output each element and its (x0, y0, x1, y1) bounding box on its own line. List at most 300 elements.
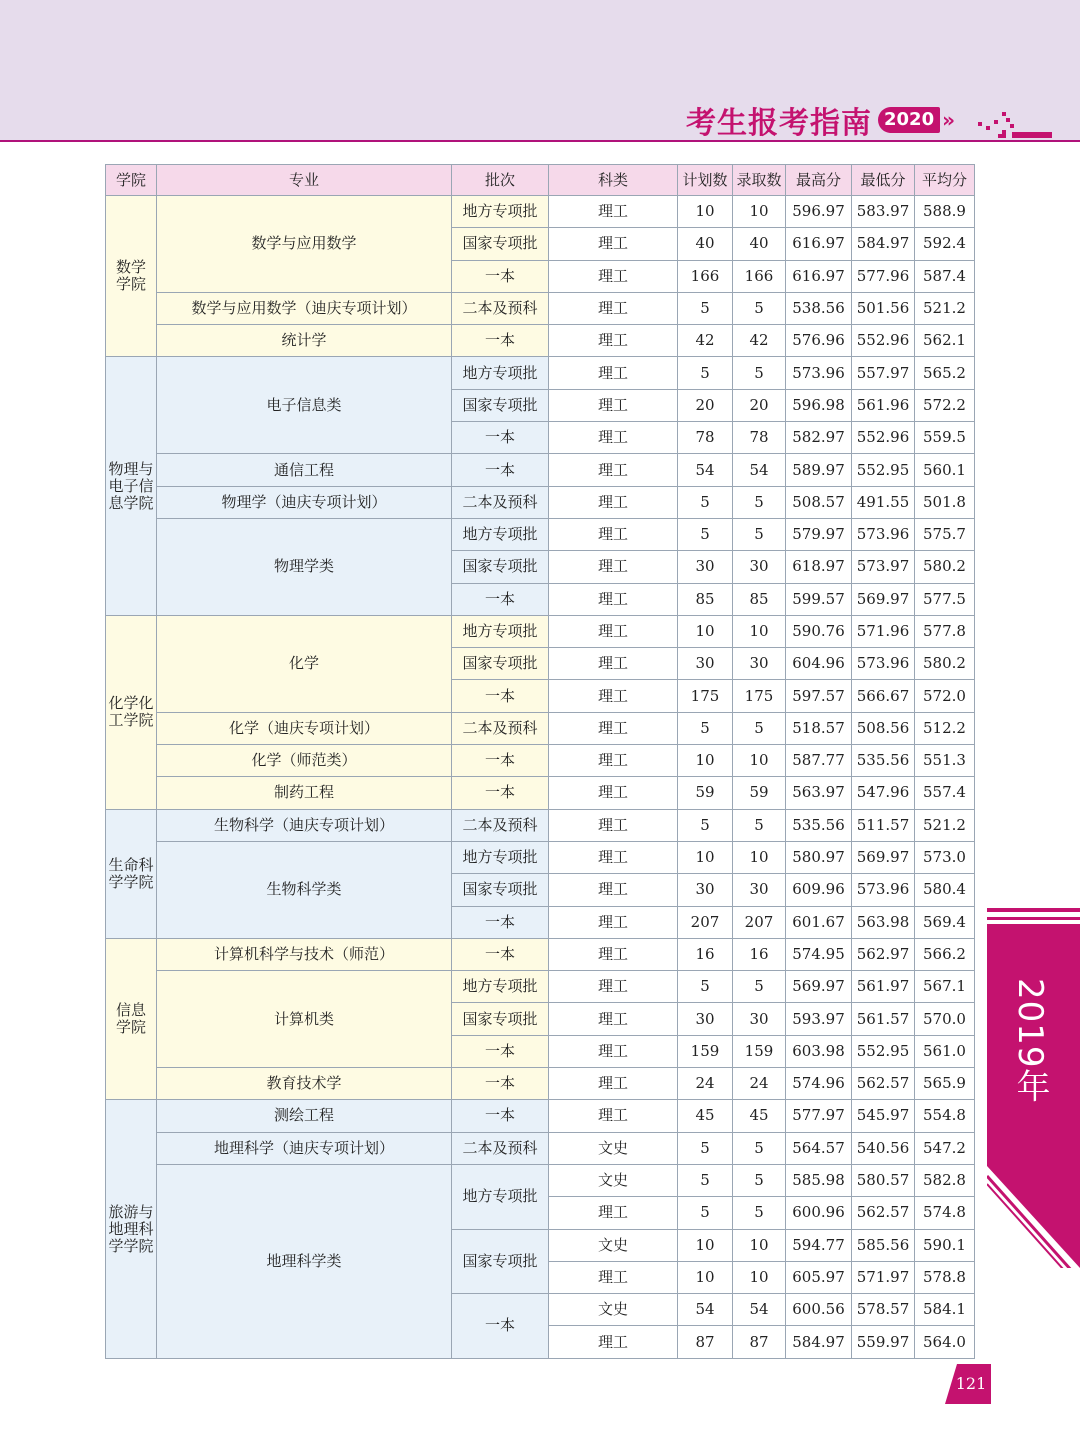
major-cell: 地理科学类 (157, 1164, 452, 1358)
subject-type-cell: 理工 (549, 1100, 678, 1132)
column-header: 平均分 (915, 165, 975, 196)
subject-type-cell: 理工 (549, 680, 678, 712)
batch-cell: 二本及预科 (452, 486, 549, 518)
plan-count-cell: 87 (678, 1326, 733, 1358)
max-score-cell: 563.97 (786, 777, 852, 809)
batch-cell: 二本及预科 (452, 292, 549, 324)
min-score-cell: 561.57 (852, 1003, 915, 1035)
max-score-cell: 579.97 (786, 518, 852, 550)
major-cell: 化学（师范类） (157, 745, 452, 777)
min-score-cell: 508.56 (852, 712, 915, 744)
table-row (106, 1100, 975, 1132)
column-header: 批次 (452, 165, 549, 196)
min-score-cell: 557.97 (852, 357, 915, 389)
admission-score-table (105, 164, 975, 1359)
min-score-cell: 561.96 (852, 389, 915, 421)
subject-type-cell: 理工 (549, 1068, 678, 1100)
max-score-cell: 584.97 (786, 1326, 852, 1358)
table-row (106, 1132, 975, 1164)
plan-count-cell: 5 (678, 1132, 733, 1164)
subject-type-cell: 理工 (549, 971, 678, 1003)
admit-count-cell: 10 (733, 615, 786, 647)
subject-type-cell: 理工 (549, 325, 678, 357)
avg-score-cell: 564.0 (915, 1326, 975, 1358)
max-score-cell: 508.57 (786, 486, 852, 518)
min-score-cell: 535.56 (852, 745, 915, 777)
admit-count-cell: 207 (733, 906, 786, 938)
avg-score-cell: 565.2 (915, 357, 975, 389)
batch-cell: 一本 (452, 745, 549, 777)
table-row (106, 938, 975, 970)
subject-type-cell: 理工 (549, 292, 678, 324)
min-score-cell: 573.96 (852, 874, 915, 906)
batch-cell: 国家专项批 (452, 1229, 549, 1294)
admit-count-cell: 30 (733, 1003, 786, 1035)
subject-type-cell: 文史 (549, 1229, 678, 1261)
avg-score-cell: 577.5 (915, 583, 975, 615)
batch-cell: 一本 (452, 1294, 549, 1359)
min-score-cell: 562.97 (852, 938, 915, 970)
max-score-cell: 518.57 (786, 712, 852, 744)
header-title (686, 100, 955, 140)
avg-score-cell: 572.2 (915, 389, 975, 421)
column-header: 专业 (157, 165, 452, 196)
batch-cell: 地方专项批 (452, 357, 549, 389)
min-score-cell: 547.96 (852, 777, 915, 809)
min-score-cell: 577.96 (852, 260, 915, 292)
table-row (106, 745, 975, 777)
admit-count-cell: 59 (733, 777, 786, 809)
subject-type-cell: 文史 (549, 1164, 678, 1196)
chevron-decoration-icon: » (942, 108, 956, 132)
major-cell: 地理科学（迪庆专项计划） (157, 1132, 452, 1164)
avg-score-cell: 570.0 (915, 1003, 975, 1035)
admit-count-cell: 175 (733, 680, 786, 712)
max-score-cell: 569.97 (786, 971, 852, 1003)
plan-count-cell: 24 (678, 1068, 733, 1100)
batch-cell: 国家专项批 (452, 1003, 549, 1035)
subject-type-cell: 理工 (549, 228, 678, 260)
plan-count-cell: 10 (678, 841, 733, 873)
avg-score-cell: 590.1 (915, 1229, 975, 1261)
min-score-cell: 545.97 (852, 1100, 915, 1132)
plan-count-cell: 5 (678, 357, 733, 389)
college-cell: 生命科 学学院 (106, 809, 157, 938)
major-cell: 教育技术学 (157, 1068, 452, 1100)
plan-count-cell: 54 (678, 1294, 733, 1326)
major-cell: 测绘工程 (157, 1100, 452, 1132)
batch-cell: 一本 (452, 777, 549, 809)
admit-count-cell: 5 (733, 357, 786, 389)
min-score-cell: 571.96 (852, 615, 915, 647)
plan-count-cell: 30 (678, 874, 733, 906)
avg-score-cell: 560.1 (915, 454, 975, 486)
batch-cell: 地方专项批 (452, 615, 549, 647)
min-score-cell: 559.97 (852, 1326, 915, 1358)
major-cell: 化学（迪庆专项计划） (157, 712, 452, 744)
plan-count-cell: 78 (678, 422, 733, 454)
avg-score-cell: 557.4 (915, 777, 975, 809)
avg-score-cell: 575.7 (915, 518, 975, 550)
avg-score-cell: 587.4 (915, 260, 975, 292)
subject-type-cell: 理工 (549, 583, 678, 615)
avg-score-cell: 512.2 (915, 712, 975, 744)
batch-cell: 一本 (452, 1035, 549, 1067)
subject-type-cell: 理工 (549, 809, 678, 841)
plan-count-cell: 207 (678, 906, 733, 938)
max-score-cell: 599.57 (786, 583, 852, 615)
max-score-cell: 609.96 (786, 874, 852, 906)
min-score-cell: 491.55 (852, 486, 915, 518)
table-row (106, 357, 975, 389)
plan-count-cell: 166 (678, 260, 733, 292)
max-score-cell: 616.97 (786, 228, 852, 260)
max-score-cell: 574.95 (786, 938, 852, 970)
avg-score-cell: 572.0 (915, 680, 975, 712)
max-score-cell: 538.56 (786, 292, 852, 324)
admit-count-cell: 30 (733, 551, 786, 583)
major-cell: 物理学（迪庆专项计划） (157, 486, 452, 518)
min-score-cell: 580.57 (852, 1164, 915, 1196)
plan-count-cell: 54 (678, 454, 733, 486)
admit-count-cell: 166 (733, 260, 786, 292)
batch-cell: 一本 (452, 454, 549, 486)
admit-count-cell: 5 (733, 292, 786, 324)
table-row (106, 1068, 975, 1100)
max-score-cell: 594.77 (786, 1229, 852, 1261)
min-score-cell: 571.97 (852, 1261, 915, 1293)
plan-count-cell: 30 (678, 648, 733, 680)
min-score-cell: 569.97 (852, 841, 915, 873)
plan-count-cell: 10 (678, 196, 733, 228)
subject-type-cell: 理工 (549, 841, 678, 873)
avg-score-cell: 559.5 (915, 422, 975, 454)
batch-cell: 国家专项批 (452, 648, 549, 680)
batch-cell: 国家专项批 (452, 389, 549, 421)
subject-type-cell: 理工 (549, 745, 678, 777)
table-row (106, 809, 975, 841)
subject-type-cell: 文史 (549, 1294, 678, 1326)
max-score-cell: 596.97 (786, 196, 852, 228)
plan-count-cell: 5 (678, 712, 733, 744)
avg-score-cell: 580.2 (915, 551, 975, 583)
subject-type-cell: 理工 (549, 454, 678, 486)
major-cell: 计算机类 (157, 971, 452, 1068)
admit-count-cell: 54 (733, 1294, 786, 1326)
batch-cell: 地方专项批 (452, 971, 549, 1003)
max-score-cell: 616.97 (786, 260, 852, 292)
subject-type-cell: 理工 (549, 1197, 678, 1229)
batch-cell: 二本及预科 (452, 1132, 549, 1164)
max-score-cell: 600.56 (786, 1294, 852, 1326)
max-score-cell: 585.98 (786, 1164, 852, 1196)
batch-cell: 一本 (452, 260, 549, 292)
subject-type-cell: 理工 (549, 196, 678, 228)
table-body (106, 196, 975, 1359)
max-score-cell: 564.57 (786, 1132, 852, 1164)
admit-count-cell: 10 (733, 196, 786, 228)
max-score-cell: 596.98 (786, 389, 852, 421)
column-header: 最高分 (786, 165, 852, 196)
table-row (106, 486, 975, 518)
guide-year-badge: 2020 (878, 107, 940, 133)
avg-score-cell: 580.2 (915, 648, 975, 680)
batch-cell: 地方专项批 (452, 196, 549, 228)
plan-count-cell: 5 (678, 1197, 733, 1229)
max-score-cell: 603.98 (786, 1035, 852, 1067)
admit-count-cell: 78 (733, 422, 786, 454)
table-row (106, 518, 975, 550)
min-score-cell: 578.57 (852, 1294, 915, 1326)
major-cell: 统计学 (157, 325, 452, 357)
min-score-cell: 552.96 (852, 422, 915, 454)
batch-cell: 二本及预科 (452, 809, 549, 841)
batch-cell: 地方专项批 (452, 841, 549, 873)
batch-cell: 二本及预科 (452, 712, 549, 744)
min-score-cell: 562.57 (852, 1068, 915, 1100)
batch-cell: 地方专项批 (452, 518, 549, 550)
admit-count-cell: 5 (733, 1197, 786, 1229)
major-cell: 数学与应用数学（迪庆专项计划） (157, 292, 452, 324)
batch-cell: 一本 (452, 422, 549, 454)
batch-cell: 一本 (452, 680, 549, 712)
max-score-cell: 618.97 (786, 551, 852, 583)
major-cell: 计算机科学与技术（师范） (157, 938, 452, 970)
plan-count-cell: 10 (678, 745, 733, 777)
table-row (106, 841, 975, 873)
avg-score-cell: 569.4 (915, 906, 975, 938)
batch-cell: 国家专项批 (452, 551, 549, 583)
min-score-cell: 566.67 (852, 680, 915, 712)
admit-count-cell: 87 (733, 1326, 786, 1358)
avg-score-cell: 501.8 (915, 486, 975, 518)
admit-count-cell: 159 (733, 1035, 786, 1067)
avg-score-cell: 578.8 (915, 1261, 975, 1293)
subject-type-cell: 文史 (549, 1132, 678, 1164)
subject-type-cell: 理工 (549, 777, 678, 809)
min-score-cell: 561.97 (852, 971, 915, 1003)
table-row (106, 971, 975, 1003)
major-cell: 通信工程 (157, 454, 452, 486)
admit-count-cell: 10 (733, 841, 786, 873)
plan-count-cell: 5 (678, 486, 733, 518)
max-score-cell: 576.96 (786, 325, 852, 357)
page-number: 121 (955, 1374, 987, 1393)
year-side-label: 2019年 (1010, 978, 1050, 1104)
plan-count-cell: 40 (678, 228, 733, 260)
admit-count-cell: 40 (733, 228, 786, 260)
admit-count-cell: 20 (733, 389, 786, 421)
table-row (106, 615, 975, 647)
admit-count-cell: 5 (733, 971, 786, 1003)
plan-count-cell: 10 (678, 1261, 733, 1293)
table-row (106, 454, 975, 486)
plan-count-cell: 45 (678, 1100, 733, 1132)
header-rule (0, 140, 1080, 142)
avg-score-cell: 567.1 (915, 971, 975, 1003)
subject-type-cell: 理工 (549, 260, 678, 292)
plan-count-cell: 10 (678, 1229, 733, 1261)
table-row (106, 712, 975, 744)
subject-type-cell: 理工 (549, 1003, 678, 1035)
plan-count-cell: 5 (678, 809, 733, 841)
max-score-cell: 589.97 (786, 454, 852, 486)
max-score-cell: 600.96 (786, 1197, 852, 1229)
max-score-cell: 605.97 (786, 1261, 852, 1293)
max-score-cell: 582.97 (786, 422, 852, 454)
admit-count-cell: 5 (733, 1164, 786, 1196)
subject-type-cell: 理工 (549, 1261, 678, 1293)
year-side-tab (987, 908, 1080, 1268)
batch-cell: 一本 (452, 1100, 549, 1132)
admit-count-cell: 16 (733, 938, 786, 970)
plan-count-cell: 5 (678, 518, 733, 550)
pixel-decoration-icon (972, 106, 1062, 142)
table-row (106, 1164, 975, 1196)
admit-count-cell: 10 (733, 745, 786, 777)
major-cell: 化学 (157, 615, 452, 712)
column-header: 计划数 (678, 165, 733, 196)
plan-count-cell: 30 (678, 551, 733, 583)
subject-type-cell: 理工 (549, 486, 678, 518)
plan-count-cell: 30 (678, 1003, 733, 1035)
batch-cell: 一本 (452, 938, 549, 970)
admit-count-cell: 54 (733, 454, 786, 486)
subject-type-cell: 理工 (549, 422, 678, 454)
college-cell: 物理与 电子信 息学院 (106, 357, 157, 615)
admit-count-cell: 5 (733, 712, 786, 744)
plan-count-cell: 16 (678, 938, 733, 970)
admit-count-cell: 5 (733, 1132, 786, 1164)
plan-count-cell: 20 (678, 389, 733, 421)
batch-cell: 地方专项批 (452, 1164, 549, 1229)
subject-type-cell: 理工 (549, 615, 678, 647)
college-cell: 信息 学院 (106, 938, 157, 1099)
max-score-cell: 580.97 (786, 841, 852, 873)
subject-type-cell: 理工 (549, 712, 678, 744)
column-header: 科类 (549, 165, 678, 196)
avg-score-cell: 582.8 (915, 1164, 975, 1196)
min-score-cell: 563.98 (852, 906, 915, 938)
plan-count-cell: 159 (678, 1035, 733, 1067)
avg-score-cell: 521.2 (915, 292, 975, 324)
subject-type-cell: 理工 (549, 551, 678, 583)
avg-score-cell: 565.9 (915, 1068, 975, 1100)
max-score-cell: 590.76 (786, 615, 852, 647)
max-score-cell: 577.97 (786, 1100, 852, 1132)
avg-score-cell: 561.0 (915, 1035, 975, 1067)
max-score-cell: 587.77 (786, 745, 852, 777)
max-score-cell: 535.56 (786, 809, 852, 841)
table-header-row (106, 165, 975, 196)
subject-type-cell: 理工 (549, 518, 678, 550)
admit-count-cell: 85 (733, 583, 786, 615)
admit-count-cell: 45 (733, 1100, 786, 1132)
avg-score-cell: 588.9 (915, 196, 975, 228)
plan-count-cell: 175 (678, 680, 733, 712)
max-score-cell: 593.97 (786, 1003, 852, 1035)
subject-type-cell: 理工 (549, 874, 678, 906)
min-score-cell: 552.96 (852, 325, 915, 357)
min-score-cell: 583.97 (852, 196, 915, 228)
guide-title: 考生报考指南 (686, 106, 872, 141)
column-header: 录取数 (733, 165, 786, 196)
admit-count-cell: 5 (733, 518, 786, 550)
college-cell: 数学 学院 (106, 196, 157, 357)
batch-cell: 一本 (452, 583, 549, 615)
table-row (106, 777, 975, 809)
min-score-cell: 573.96 (852, 648, 915, 680)
min-score-cell: 540.56 (852, 1132, 915, 1164)
admit-count-cell: 30 (733, 648, 786, 680)
min-score-cell: 552.95 (852, 1035, 915, 1067)
batch-cell: 国家专项批 (452, 874, 549, 906)
min-score-cell: 552.95 (852, 454, 915, 486)
column-header: 最低分 (852, 165, 915, 196)
min-score-cell: 584.97 (852, 228, 915, 260)
major-cell: 数学与应用数学 (157, 196, 452, 293)
batch-cell: 国家专项批 (452, 228, 549, 260)
max-score-cell: 597.57 (786, 680, 852, 712)
plan-count-cell: 10 (678, 615, 733, 647)
page-number-badge (945, 1364, 991, 1404)
avg-score-cell: 551.3 (915, 745, 975, 777)
major-cell: 电子信息类 (157, 357, 452, 454)
subject-type-cell: 理工 (549, 389, 678, 421)
avg-score-cell: 547.2 (915, 1132, 975, 1164)
college-cell: 旅游与 地理科 学学院 (106, 1100, 157, 1358)
min-score-cell: 573.96 (852, 518, 915, 550)
admit-count-cell: 10 (733, 1261, 786, 1293)
min-score-cell: 562.57 (852, 1197, 915, 1229)
min-score-cell: 569.97 (852, 583, 915, 615)
plan-count-cell: 42 (678, 325, 733, 357)
subject-type-cell: 理工 (549, 938, 678, 970)
batch-cell: 一本 (452, 325, 549, 357)
plan-count-cell: 5 (678, 1164, 733, 1196)
college-cell: 化学化 工学院 (106, 615, 157, 809)
max-score-cell: 601.67 (786, 906, 852, 938)
min-score-cell: 511.57 (852, 809, 915, 841)
admit-count-cell: 30 (733, 874, 786, 906)
avg-score-cell: 592.4 (915, 228, 975, 260)
major-cell: 生物科学（迪庆专项计划） (157, 809, 452, 841)
table-row (106, 325, 975, 357)
subject-type-cell: 理工 (549, 357, 678, 389)
avg-score-cell: 574.8 (915, 1197, 975, 1229)
admit-count-cell: 42 (733, 325, 786, 357)
plan-count-cell: 85 (678, 583, 733, 615)
max-score-cell: 604.96 (786, 648, 852, 680)
avg-score-cell: 566.2 (915, 938, 975, 970)
batch-cell: 一本 (452, 1068, 549, 1100)
avg-score-cell: 577.8 (915, 615, 975, 647)
avg-score-cell: 580.4 (915, 874, 975, 906)
major-cell: 制药工程 (157, 777, 452, 809)
avg-score-cell: 584.1 (915, 1294, 975, 1326)
plan-count-cell: 5 (678, 971, 733, 1003)
batch-cell: 一本 (452, 906, 549, 938)
admit-count-cell: 10 (733, 1229, 786, 1261)
subject-type-cell: 理工 (549, 648, 678, 680)
avg-score-cell: 573.0 (915, 841, 975, 873)
admit-count-cell: 24 (733, 1068, 786, 1100)
table-row (106, 196, 975, 228)
avg-score-cell: 562.1 (915, 325, 975, 357)
avg-score-cell: 554.8 (915, 1100, 975, 1132)
min-score-cell: 501.56 (852, 292, 915, 324)
subject-type-cell: 理工 (549, 1326, 678, 1358)
